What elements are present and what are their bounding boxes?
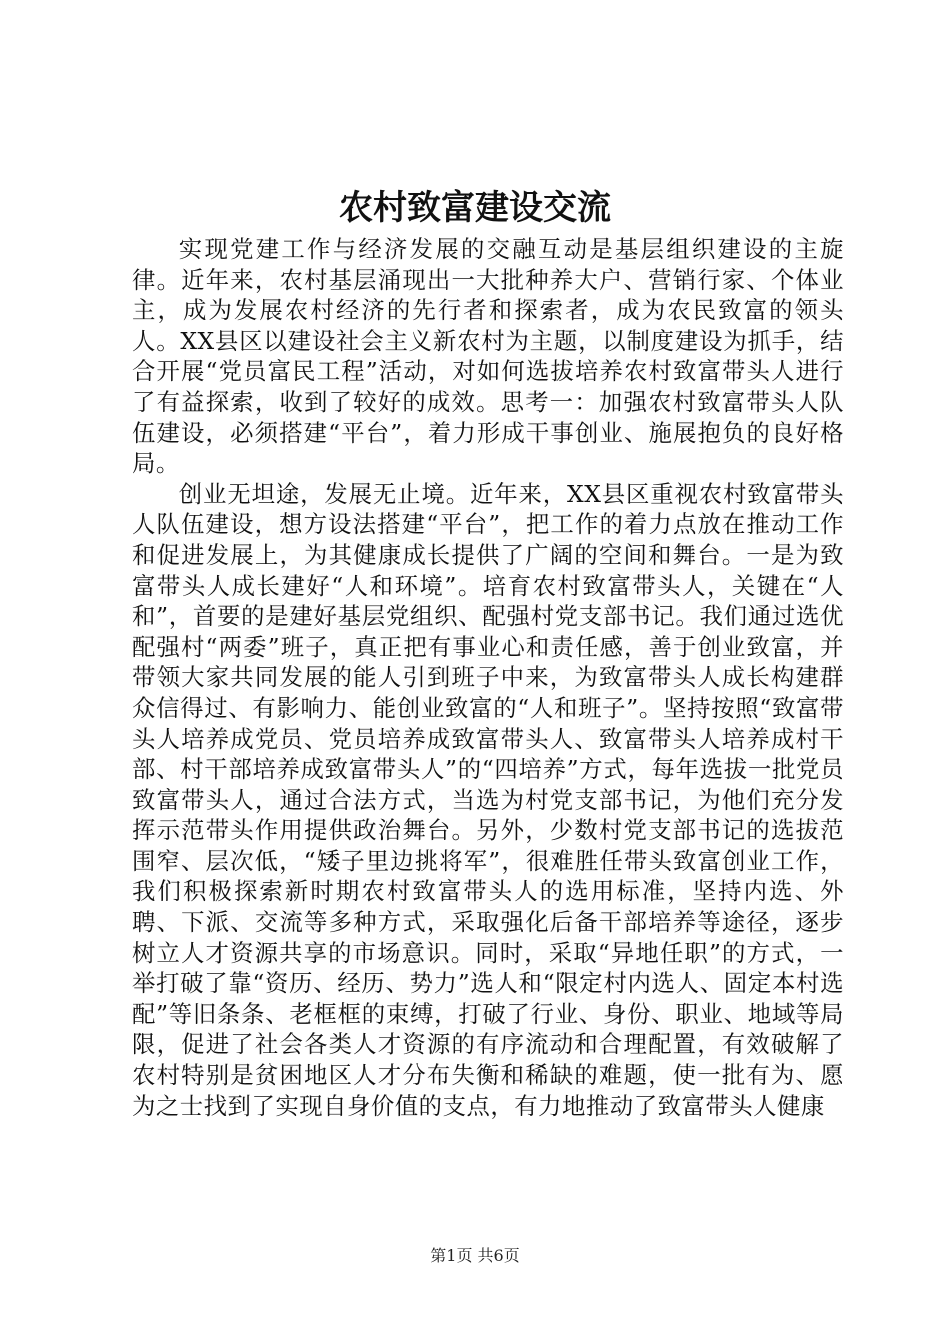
paragraph-1: 实现党建工作与经济发展的交融互动是基层组织建设的主旋律。近年来，农村基层涌现出一大批种养大户、营销行家、个体业主，成为发展农村经济的先行者和探索者，成为农民致富的领头人。XX县区以建设社会主义新农村为主题，以制度建设为抓手，结合开展“党员富民工程”活动，对如何选拔培养农村致富带头人进行了有益探索，收到了较好的成效。思考一：加强农村致富带头人队伍建设，必须搭建“平台”，着力形成干事创业、施展抱负的良好格局。 [132,235,844,478]
document-body [132,234,844,1121]
page-number-footer: 第1页 共6页 [430,1246,520,1265]
page-title: 农村致富建设交流 [339,188,611,228]
paragraph-2: 创业无坦途，发展无止境。近年来，XX县区重视农村致富带头人队伍建设，想方设法搭建“平台”，把工作的着力点放在推动工作和促进发展上，为其健康成长提供了广阔的空间和舞台。一是为致富带头人成长建好“人和环境”。培育农村致富带头人，关键在“人和”，首要的是建好基层党组织、配强村党支部书记。我们通过选优配强村“两委”班子，真正把有事业心和责任感，善于创业致富，并带领大家共同发展的能人引到班子中来，为致富带头人成长构建群众信得过、有影响力、能创业致富的“人和班子”。坚持按照“致富带头人培养成党员、党员培养成致富带头人、致富带头人培养成村干部、村干部培养成致富带头人”的“四培养”方式，每年选拔一批党员致富带头人，通过合法方式，当选为村党支部书记，为他们充分发挥示范带头作用提供政治舞台。另外，少数村党支部书记的选拔范围窄、层次低，“矮子里边挑将军”，很难胜任带头致富创业工作，我们积极探索新时期农村致富带头人的选用标准，坚持内选、外聘、下派、交流等多种方式，采取强化后备干部培养等途径，逐步树立人才资源共享的市场意识。同时，采取“异地任职”的方式，一举打破了靠“资历、经历、势力”选人和“限定村内选人、固定本村选配”等旧条条、老框框的束缚，打破了行业、身份、职业、地域等局限，促进了社会各类人才资源的有序流动和合理配置，有效破解了农村特别是贫困地区人才分布失衡和稀缺的难题，使一批有为、愿为之士找到了实现自身价值的支点，有力地推动了致富带头人健康 [132,479,844,1120]
